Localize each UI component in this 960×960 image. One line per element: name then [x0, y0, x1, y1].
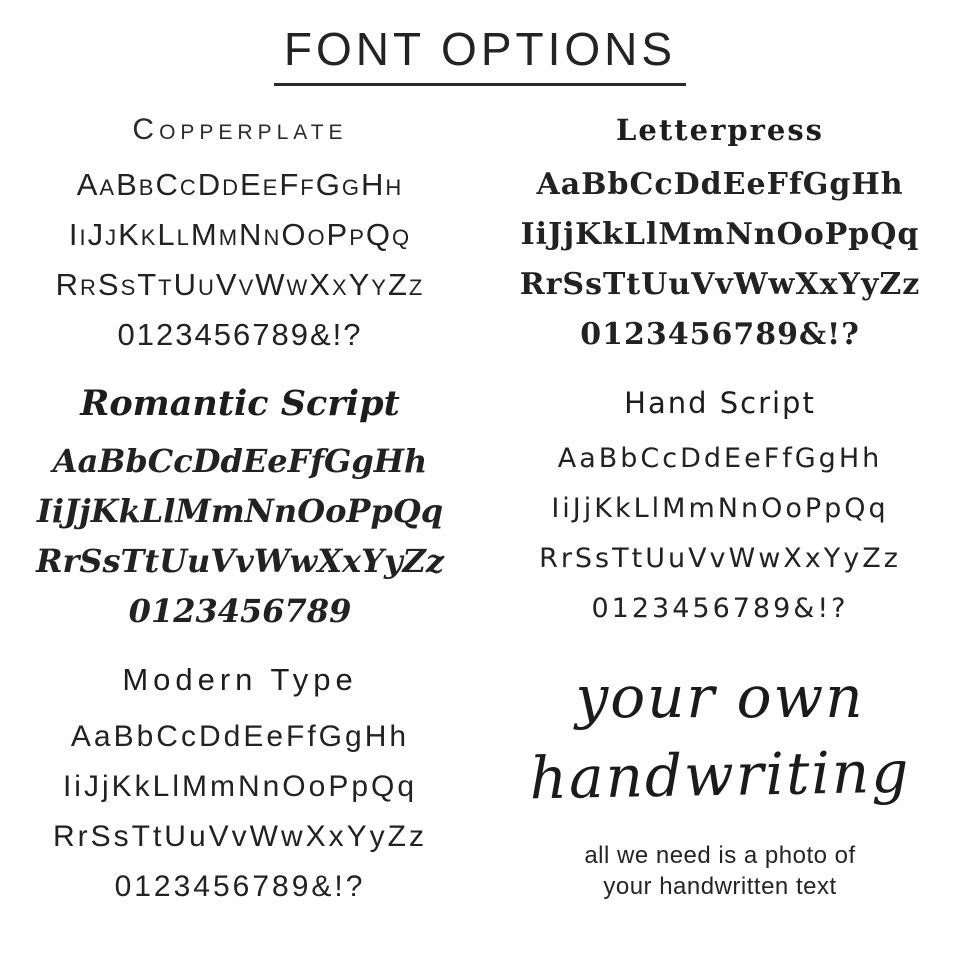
letterpress-row-numerals: 0123456789&!? — [580, 317, 860, 352]
romantic-script-row-a-h: AaBbCcDdEeFfGgHh — [52, 442, 428, 480]
section-modern-type — [0, 660, 480, 912]
romantic-script-row-i-q: IiJjKkLlMmNnOoPpQq — [36, 492, 444, 530]
copperplate-row-uppercase-a-h: AaBbCcDdEeFfGgHh — [76, 167, 404, 202]
copperplate-title: Copperplate — [132, 113, 348, 146]
hand-script-row-r-z: RrSsTtUuVvWwXxYyZz — [539, 543, 901, 574]
copperplate-row-numerals: 0123456789&!? — [117, 317, 363, 352]
modern-type-row-a-h: AaBbCcDdEeFfGgHh — [70, 720, 410, 753]
hand-script-row-numerals: 0123456789&!? — [591, 593, 849, 624]
hand-script-title: Hand Script — [624, 386, 816, 420]
handwriting-sample-line-2: handwriting — [529, 737, 911, 813]
modern-type-row-numerals: 0123456789&!? — [114, 870, 366, 903]
header — [0, 0, 960, 86]
section-your-own-handwriting — [480, 658, 960, 902]
romantic-script-title: Romantic Script — [80, 383, 400, 424]
section-letterpress — [480, 112, 960, 360]
handwriting-sample-line-1: your own — [575, 663, 865, 731]
section-romantic-script — [0, 384, 480, 636]
letterpress-row-a-h: AaBbCcDdEeFfGgHh — [536, 167, 904, 202]
romantic-script-row-r-z: RrSsTtUuVvWwXxYyZz — [35, 542, 445, 580]
left-column — [0, 112, 480, 936]
letterpress-row-i-q: IiJjKkLlMmNnOoPpQq — [520, 217, 920, 252]
romantic-script-row-numerals: 0123456789 — [128, 592, 352, 630]
modern-type-row-i-q: IiJjKkLlMmNnOoPpQq — [62, 770, 418, 803]
copperplate-row-r-z: RrSsTtUuVvWwXxYyZz — [55, 267, 425, 302]
handwriting-caption-line-1: all we need is a photo of — [584, 842, 856, 869]
copperplate-row-i-q: IiJjKkLlMmNnOoPpQq — [68, 217, 412, 252]
handwriting-caption-line-2: your handwritten text — [603, 873, 837, 900]
modern-type-row-r-z: RrSsTtUuVvWwXxYyZz — [52, 820, 427, 853]
columns — [0, 112, 960, 936]
section-hand-script — [480, 384, 960, 634]
hand-script-row-a-h: AaBbCcDdEeFfGgHh — [557, 443, 883, 474]
letterpress-row-r-z: RrSsTtUuVvWwXxYyZz — [519, 267, 921, 302]
letterpress-title: Letterpress — [615, 113, 825, 147]
section-copperplate — [0, 112, 480, 360]
page-title: FONT OPTIONS — [274, 22, 686, 86]
modern-type-title: Modern Type — [122, 662, 358, 697]
right-column — [480, 112, 960, 936]
handwriting-caption — [480, 840, 960, 902]
hand-script-row-i-q: IiJjKkLlMmNnOoPpQq — [551, 493, 889, 524]
